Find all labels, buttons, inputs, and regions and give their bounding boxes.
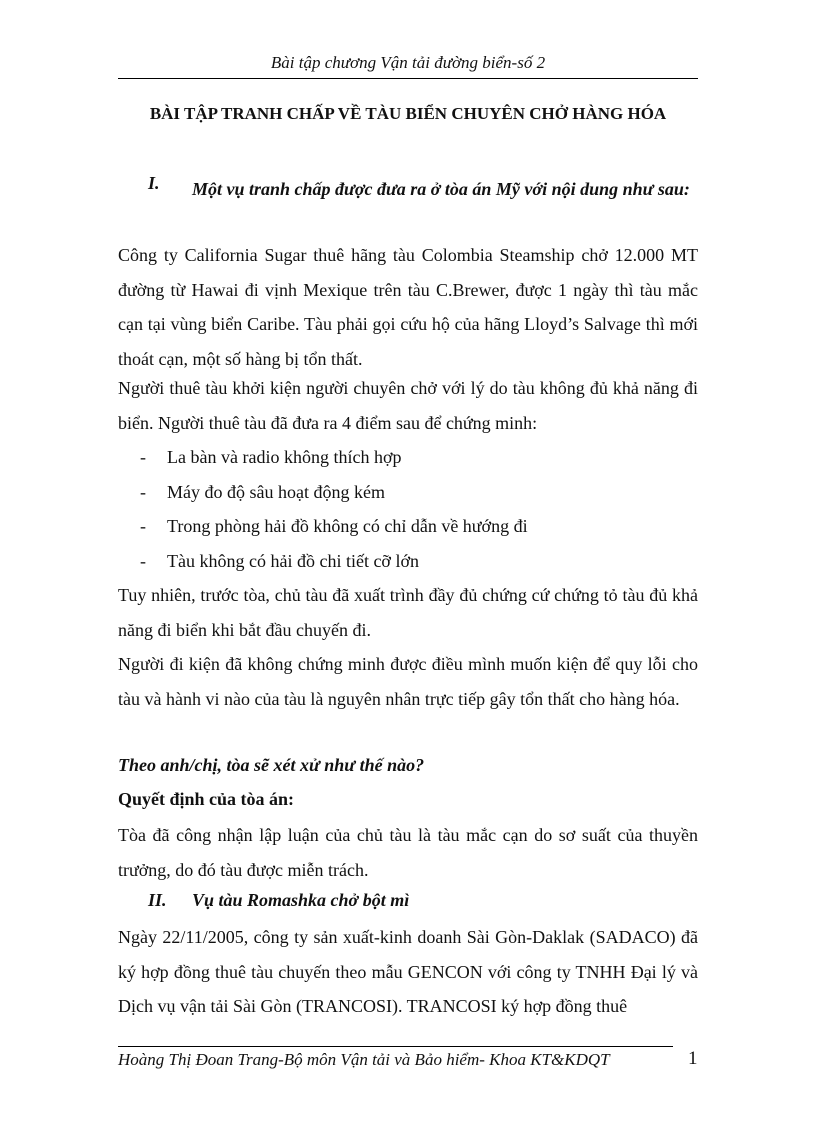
- list-item-text: La bàn và radio không thích hợp: [167, 447, 402, 467]
- page-header: [118, 50, 698, 79]
- section-1-title: Một vụ tranh chấp được đưa ra ở tòa án Mỹ với nội dung như sau:: [192, 179, 690, 199]
- section-2-paragraph-1: Ngày 22/11/2005, công ty sản xuất-kinh doanh Sài Gòn-Daklak (SADACO) đã ký hợp đồng thuê tàu chuyến theo mẫu GENCON với công ty TNHH Đại lý và Dịch vụ vận tải Sài Gòn (TRANCOSI). TRANCOSI ký hợp đồng thuê: [118, 927, 698, 1016]
- section-1-number: I.: [148, 173, 160, 193]
- evidence-list: [140, 440, 700, 578]
- section-1-paragraph-4: Người đi kiện đã không chứng minh được điều mình muốn kiện để quy lỗi cho tàu và hành vi nào của tàu là nguyên nhân trực tiếp gây tổn thất cho hàng hóa.: [118, 654, 698, 709]
- bullet-dash: -: [140, 447, 146, 467]
- court-decision-heading: Quyết định của tòa án:: [118, 789, 295, 809]
- list-item: [140, 440, 700, 475]
- list-item-text: Trong phòng hải đồ không có chỉ dẫn về hướng đi: [167, 516, 528, 536]
- list-item-text: Máy đo độ sâu hoạt động kém: [167, 481, 385, 502]
- section-2-number: II.: [148, 890, 167, 910]
- section-1-paragraph-2: Người thuê tàu khởi kiện người chuyên chở với lý do tàu không đủ khả năng đi biển. Người thuê tàu đã đưa ra 4 điểm sau để chứng minh:: [118, 378, 698, 433]
- list-item: [140, 509, 700, 544]
- section-1-paragraph-1: Công ty California Sugar thuê hãng tàu Colombia Steamship chở 12.000 MT đường từ Hawai đi vịnh Mexique trên tàu C.Brewer, được 1 ngày thì tàu mắc cạn tại vùng biển Caribe. Tàu phải gọi cứu hộ của hãng Lloyd’s Salvage thì mới thoát cạn, một số hàng bị tổn thất.: [118, 245, 698, 369]
- list-item-text: Tàu không có hải đồ chi tiết cỡ lớn: [167, 550, 419, 571]
- footer-author: Hoàng Thị Đoan Trang-Bộ môn Vận tải và Bảo hiểm- Khoa KT&KDQT: [118, 1050, 610, 1069]
- court-decision-text: Tòa đã công nhận lập luận của chủ tàu là tàu mắc cạn do sơ suất của thuyền trưởng, do đó tàu được miễn trách.: [118, 825, 698, 880]
- list-item: [140, 475, 700, 510]
- document-title: BÀI TẬP TRANH CHẤP VỀ TÀU BIỂN CHUYÊN CHỞ HÀNG HÓA: [149, 104, 667, 123]
- bullet-dash: -: [140, 550, 146, 571]
- header-text: Bài tập chương Vận tải đường biển-số 2: [270, 53, 546, 72]
- bullet-dash: -: [140, 481, 146, 502]
- list-item: [140, 544, 700, 579]
- discussion-question: Theo anh/chị, tòa sẽ xét xử như thế nào?: [118, 755, 425, 775]
- section-2-title: Vụ tàu Romashka chở bột mì: [192, 890, 410, 910]
- page-number: 1: [688, 1048, 698, 1069]
- footer-divider: [118, 1046, 673, 1047]
- section-1-paragraph-3: Tuy nhiên, trước tòa, chủ tàu đã xuất trình đầy đủ chứng cứ chứng tỏ tàu đủ khả năng đi biển khi bắt đầu chuyến đi.: [118, 585, 698, 640]
- bullet-dash: -: [140, 516, 146, 536]
